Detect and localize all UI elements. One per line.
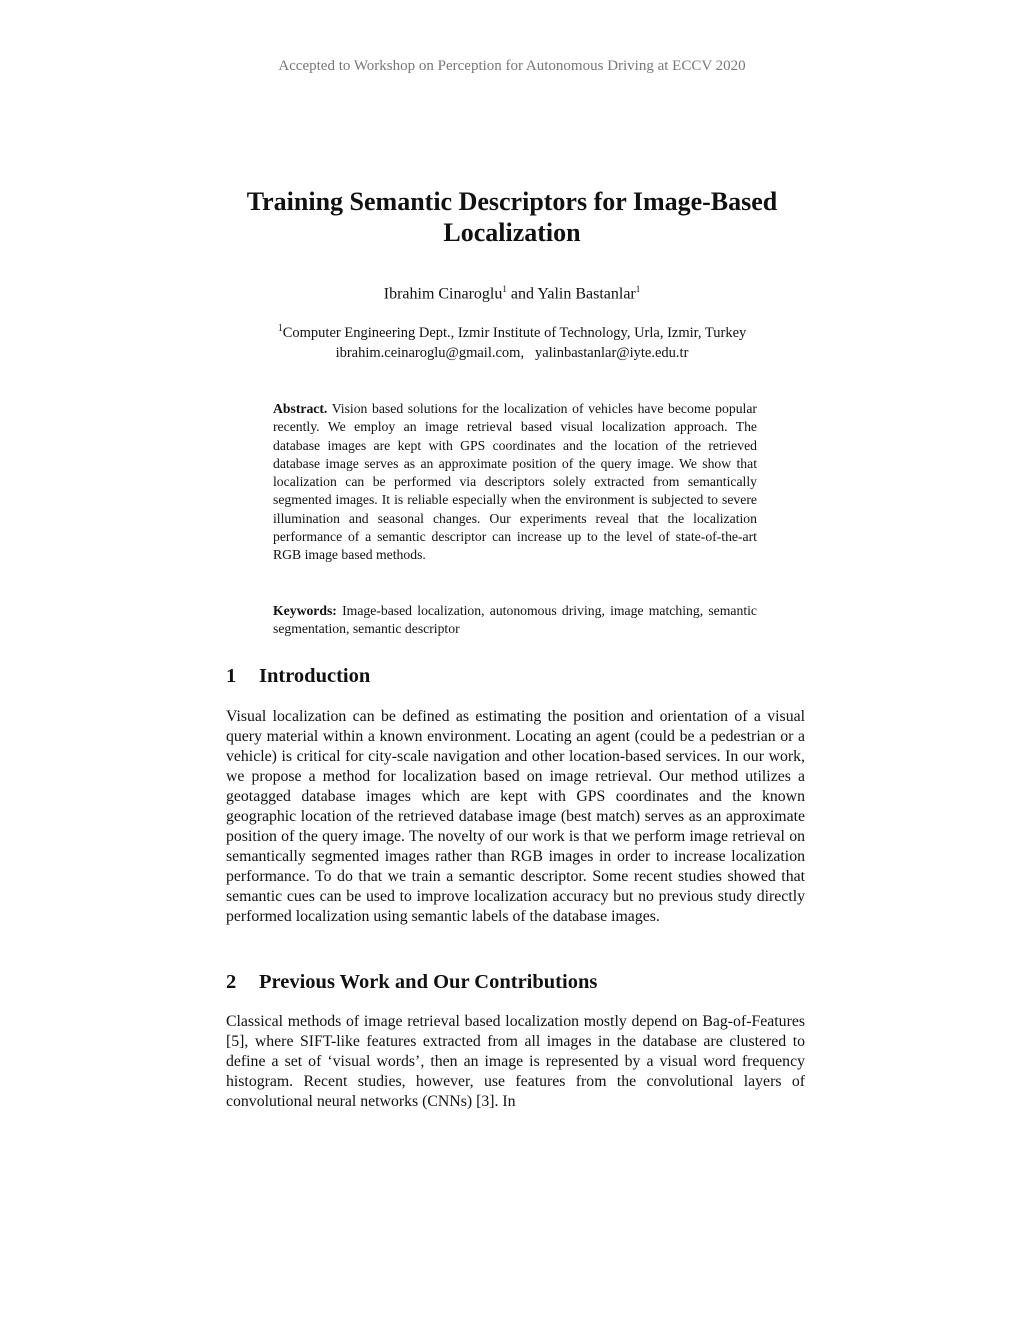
affiliation-marker: 1 [502, 284, 507, 294]
section-number: 2 [226, 971, 237, 993]
author-emails: ibrahim.ceinaroglu@gmail.com, yalinbastanlar@iyte.edu.tr [335, 344, 689, 361]
keywords [273, 602, 757, 639]
keywords-text: Image-based localization, autonomous driving, image matching, semantic segmentation, semantic descriptor [273, 603, 757, 637]
abstract-text: Vision based solutions for the localization of vehicles have become popular recently. We employ an image retrieval based visual localization approach. The database images are kept with GPS coordinates and the location of the retrieved database image serves as an approximate position of the query image. We show that localization can be performed via descriptors solely extracted from semantically segmented images. It is reliable especially when the environment is subjected to severe illumination and seasonal changes. Our experiments reveal that the localization performance of a semantic descriptor can increase up to the level of state-of-the-art RGB image based methods. [273, 401, 757, 562]
section-heading [226, 971, 826, 994]
author-line [0, 284, 1024, 303]
section-title: Introduction [259, 665, 371, 687]
abstract-label: Abstract. [273, 401, 328, 416]
affiliation-block [0, 319, 1024, 363]
venue-note: Accepted to Workshop on Perception for Autonomous Driving at ECCV 2020 [278, 58, 746, 74]
keywords-label: Keywords: [273, 603, 337, 618]
author-name: Yalin Bastanlar [537, 285, 636, 303]
section-number: 1 [226, 665, 237, 687]
section-paragraph: Classical methods of image retrieval based localization mostly depend on Bag-of-Features [5], where SIFT-like features extracted from all images in the database are clustered to define a set of ‘visual words’, then an image is represented by a visual word frequency histogram. Recent studies, however, use features from the convolutional layers of convolutional neural networks (CNNs) [3]. In [226, 1013, 805, 1110]
abstract [273, 400, 757, 564]
section-paragraph: Visual localization can be defined as estimating the position and orientation of a visual query material within a known environment. Locating an agent (could be a pedestrian or a vehicle) is critical for city-scale navigation and other location-based services. In our work, we propose a method for localization based on image retrieval. Our method utilizes a geotagged database images which are kept with GPS coordinates and the known geographic location of the retrieved database image (best match) serves as an approximate position of the query image. The novelty of our work is that we perform image retrieval on semantically segmented images rather than RGB images in order to increase localization performance. To do that we train a semantic descriptor. Some recent studies showed that semantic cues can be used to improve localization accuracy but no previous study directly performed localization using semantic labels of the database images. [226, 708, 805, 925]
paper-title: Training Semantic Descriptors for Image-Based Localization [246, 187, 778, 247]
affiliation-marker: 1 [277, 323, 283, 334]
author-conjunction: and [510, 285, 534, 303]
section-heading [226, 665, 826, 688]
affiliation-marker: 1 [635, 284, 641, 294]
affiliation-text: Computer Engineering Dept., Izmir Institute of Technology, Urla, Izmir, Turkey [282, 324, 747, 341]
affiliation-line [0, 319, 1024, 343]
section-title: Previous Work and Our Contributions [259, 971, 598, 993]
author-name: Ibrahim Cinaroglu [383, 285, 503, 303]
